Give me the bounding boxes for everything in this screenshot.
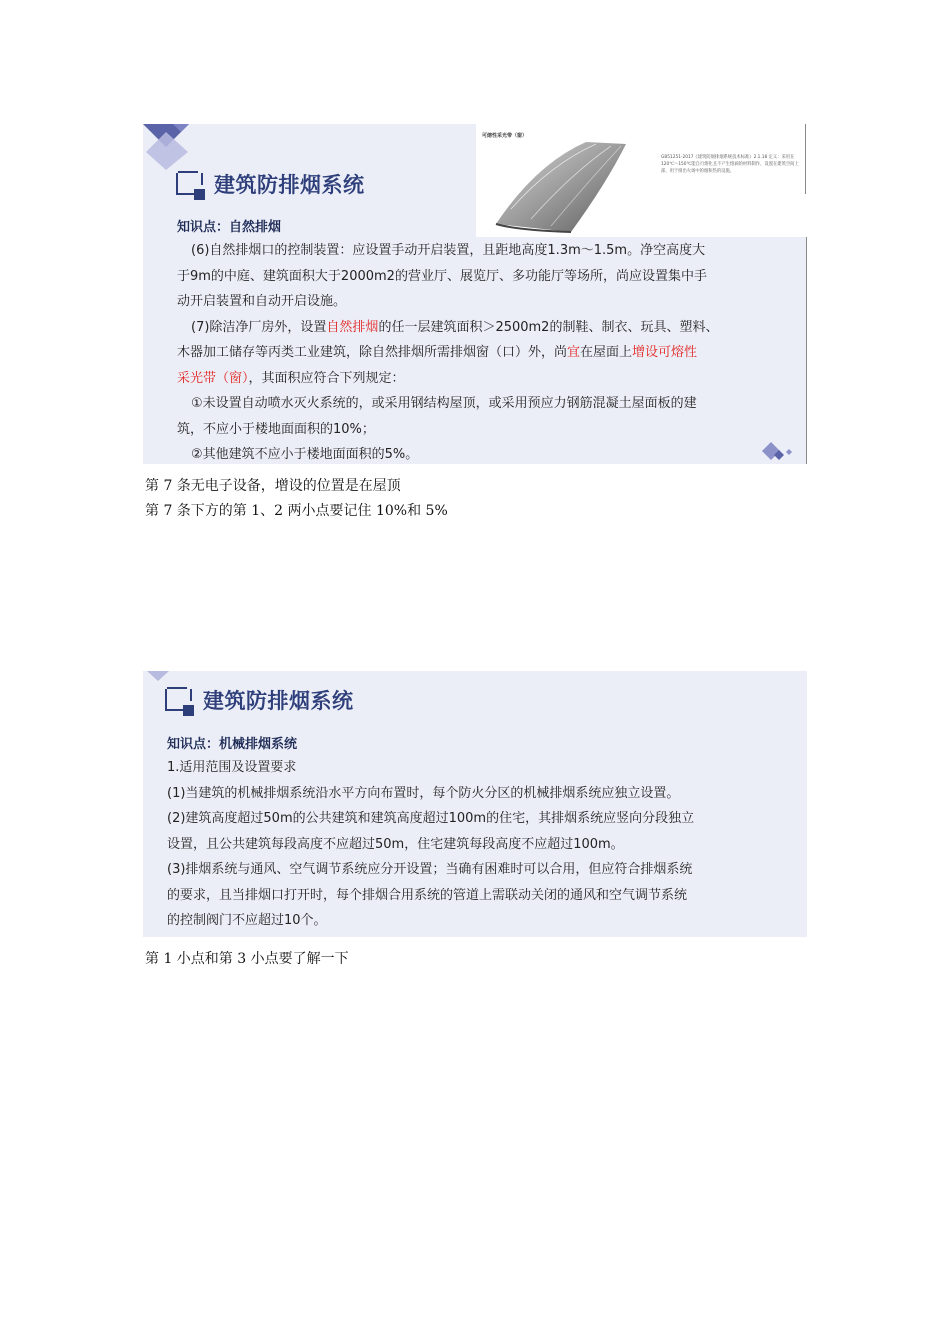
slide-title [165,685,354,715]
highlight-text: 宜 [567,345,581,360]
text-line: 的要求，且当排烟口打开时，每个排烟合用系统的管道上需联动关闭的通风和空气调节系统 [167,887,688,903]
skylight-photo [476,124,807,237]
note-line: 第 7 条下方的第 1、2 两小点要记住 10%和 5% [145,503,448,519]
text-line: (6)自然排烟口的控制装置：应设置手动开启装置，且距地高度1.3m～1.5m。净空高度大 [191,243,706,258]
slide-mechanical-smoke-exhaust [143,671,807,937]
text-line: ①未设置自动喷水灭火系统的，或采用钢结构屋顶，或采用预应力钢筋混凝土屋面板的建 [191,396,697,411]
highlight-text: 采光带（窗） [177,370,249,386]
skylight-image [476,124,656,237]
text-line: 的控制阀门不应超过10个。 [167,913,327,928]
text-span: (7)除洁净厂房外，设置 [191,319,327,335]
highlight-text: 增设可熔性 [632,345,698,360]
slide-title [176,169,365,199]
text-line [177,366,718,392]
text-span: ，其面积应符合下列规定： [248,370,405,386]
slide-natural-smoke-exhaust [143,124,807,464]
diamond-decoration-icon [143,124,203,174]
photo-note: GB51251-2017《建筑防烟排烟系统技术标准》2.1.18 定义：采用在120℃～150℃能自行熔化且不产生熔滴的材料制作，设置在建筑空间上部，用于排出火场中的烟和热的设施。 [661,155,799,174]
photo-caption: 可熔性采光带（窗） [482,133,528,139]
diamond-decoration-icon [761,440,795,464]
text-line: (2)建筑高度超过50m的公共建筑和建筑高度超过100m的住宅，其排烟系统应竖向分段独立 [167,811,695,826]
text-line: 设置，且公共建筑每段高度不应超过50m，住宅建筑每段高度不应超过100m。 [167,836,624,852]
paragraph-body [167,755,694,934]
highlight-text: 自然排烟 [326,319,379,335]
text-line: (1)当建筑的机械排烟系统沿水平方向布置时，每个防火分区的机械排烟系统应独立设置。 [167,785,680,801]
note-line: 第 7 条无电子设备，增设的位置是在屋顶 [145,478,401,494]
divider [806,237,808,464]
text-span: 在屋面上 [580,345,633,360]
square-bracket-icon [176,173,198,195]
text-line: 筑，不应小于楼地面面积的10%； [177,421,375,437]
knowledge-point-label: 知识点：机械排烟系统 [167,737,298,752]
text-line: 动开启装置和自动开启设施。 [177,294,347,309]
text-line: ②其他建筑不应小于楼地面面积的5%。 [191,447,419,462]
square-bracket-icon [165,689,187,711]
title-text: 建筑防排烟系统 [203,689,354,713]
text-line: 于9m的中庭、建筑面积大于2000m2的营业厅、展览厅、多功能厅等场所，尚应设置集中手 [177,268,707,284]
text-span: 木器加工储存等丙类工业建筑，除自然排烟所需排烟窗（口）外，尚 [177,345,568,360]
note-line: 第 1 小点和第 3 小点要了解一下 [145,951,349,967]
paragraph-6 [177,238,718,464]
text-line [177,315,718,341]
divider [805,124,806,194]
text-span: 的任一层建筑面积＞2500m2的制鞋、制衣、玩具、塑料、 [378,319,719,335]
title-text: 建筑防排烟系统 [214,173,365,197]
knowledge-point-label: 知识点：自然排烟 [177,220,282,235]
text-line [177,340,718,366]
diamond-decoration-icon [143,671,173,683]
text-line: (3)排烟系统与通风、空气调节系统应分开设置；当确有困难时可以合用，但应符合排烟系统 [167,862,693,877]
text-line: 1.适用范围及设置要求 [167,760,297,775]
